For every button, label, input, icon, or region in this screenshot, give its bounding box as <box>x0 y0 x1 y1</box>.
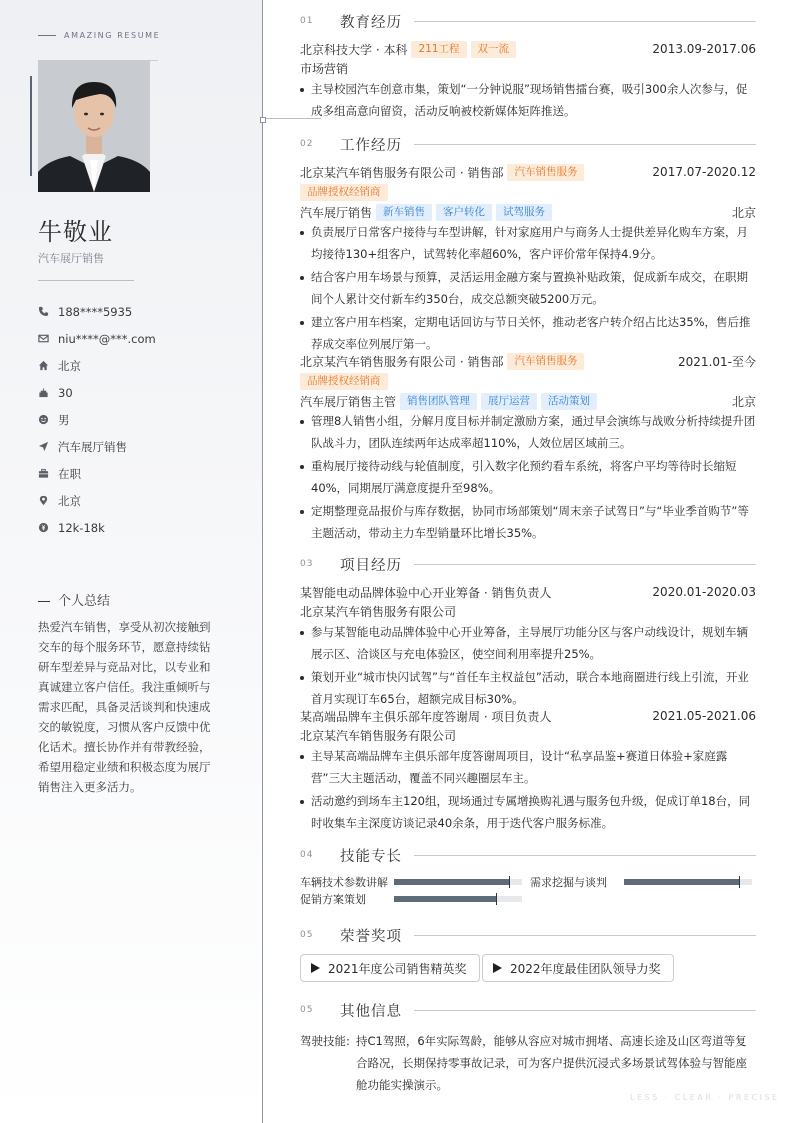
company-tag: 汽车销售服务 <box>507 164 584 181</box>
section-number: 05 <box>300 1005 314 1015</box>
skill-item <box>300 874 522 890</box>
award-badge <box>300 954 480 982</box>
info-salary-text: 12k-18k <box>58 520 105 535</box>
project-entry <box>300 582 756 712</box>
work-date: 2017.07-2020.12 <box>652 165 756 179</box>
skill-tag: 试驾服务 <box>496 204 552 221</box>
other-label: 驾驶技能: <box>300 1034 350 1048</box>
skill-bar-cap <box>739 876 740 888</box>
candidate-name: 牛敬业 <box>38 218 113 246</box>
section-title: 工作经历 <box>340 137 402 154</box>
skill-bar-fill <box>394 879 509 885</box>
school-tag: 双一流 <box>471 41 517 58</box>
footer-slogan: LESS · CLEAR · PRECISE <box>630 1093 780 1102</box>
section-number: 02 <box>300 139 314 149</box>
skill-bar-fill <box>624 879 739 885</box>
work-entry <box>300 162 756 357</box>
section-title: 技能专长 <box>340 848 402 865</box>
send-icon <box>38 441 49 452</box>
section-title: 教育经历 <box>340 14 402 31</box>
info-home-text: 北京 <box>58 358 81 373</box>
info-gender <box>38 406 248 433</box>
summary-text: 热爱汽车销售，享受从初次接触到交车的每个服务环节，愿意持续钻研车型差异与竞品对比，以专业和真诚建立客户信任。我注重倾听与需求匹配，具备灵活谈判和快速成交的敏锐度，习惯从客户反馈中优化话术。擅长协作并有带教经验，希望用稳定业绩和积极态度为展厅销售注入更多活力。 <box>38 620 211 794</box>
project-date: 2020.01-2020.03 <box>652 585 756 599</box>
location-pin-icon <box>38 495 49 506</box>
info-gender-text: 男 <box>58 412 70 427</box>
work-city: 北京 <box>731 205 756 220</box>
work-bullet: 结合客户用车场景与预算，灵活运用金融方案与置换补贴政策，促成新车成交，在职期间个人累计交付新车约350台，成交总额突破5200万元。 <box>300 267 756 310</box>
section-title: 项目经历 <box>340 557 402 574</box>
skill-bar <box>394 879 522 885</box>
section-rule <box>414 935 756 936</box>
info-status-text: 在职 <box>58 466 81 481</box>
section-rule <box>414 564 756 565</box>
school-name: 北京科技大学 · 本科 <box>300 42 408 57</box>
work-bullet: 建立客户用车档案，定期电话回访与节日关怀，推动老客户转介绍占比达35%，售后推荐成交率位列展厅第一。 <box>300 312 756 355</box>
info-home <box>38 352 248 379</box>
skill-tag: 销售团队管理 <box>400 393 477 410</box>
info-target-role-text: 汽车展厅销售 <box>58 439 127 454</box>
project-bullet: 主导某高端品牌车主俱乐部年度答谢周项目，设计“私享品鉴+赛道日体验+家庭露营”三大主题活动，覆盖不同兴趣圈层车主。 <box>300 746 756 789</box>
section-title: 荣誉奖项 <box>340 928 402 945</box>
work-company: 北京某汽车销售服务有限公司 · 销售部 <box>300 354 504 369</box>
briefcase-icon <box>38 468 49 479</box>
info-age-text: 30 <box>58 385 73 400</box>
section-work-header <box>300 134 756 154</box>
work-bullet: 负责展厅日常客户接待与车型讲解，针对家庭用户与商务人士提供差异化购车方案，月均接待130+组客户，试驾转化率超60%，客户评价常年保持4.9分。 <box>300 222 756 265</box>
work-city: 北京 <box>731 394 756 409</box>
skill-name: 车辆技术参数讲解 <box>300 876 388 889</box>
skill-tag: 展厅运营 <box>481 393 537 410</box>
skill-item <box>300 891 522 907</box>
role-divider <box>38 280 134 281</box>
work-position: 汽车展厅销售 <box>300 205 373 220</box>
section-title: 其他信息 <box>340 1003 402 1020</box>
info-salary <box>38 514 248 541</box>
project-bullet: 策划开业“城市快闪试驾”与“首任车主权益包”活动，联合本地商圈进行线上引流，开业首月实现订车65台，超额完成目标30%。 <box>300 667 756 710</box>
cake-icon <box>38 387 49 398</box>
info-age <box>38 379 248 406</box>
section-other-header <box>300 1000 756 1020</box>
project-org: 北京某汽车销售服务有限公司 <box>300 729 457 743</box>
skill-name: 促销方案策划 <box>300 893 366 906</box>
education-entry <box>300 39 756 124</box>
project-bullet: 参与某智能电动品牌体验中心开业筹备，主导展厅功能分区与客户动线设计，规划车辆展示区、洽谈区与充电体验区，使空间利用率提升25%。 <box>300 622 756 665</box>
skill-bar <box>624 879 752 885</box>
company-tag: 品牌授权经销商 <box>300 184 388 201</box>
skill-tag: 客户转化 <box>436 204 492 221</box>
section-number: 04 <box>300 850 314 860</box>
company-tag: 品牌授权经销商 <box>300 373 388 390</box>
project-bullet: 活动邀约到场车主120组，现场通过专属增换购礼遇与服务包升级，促成订单18台，同时收集车主深度访谈记录40余条，用于迭代客户服务标准。 <box>300 791 756 834</box>
skill-bar-cap <box>509 876 510 888</box>
skill-tag: 活动策划 <box>541 393 597 410</box>
section-rule <box>414 21 756 22</box>
work-bullet: 重构展厅接待动线与轮值制度，引入数字化预约看车系统，将客户平均等待时长缩短40%，同期展厅满意度提升至98%。 <box>300 456 756 499</box>
section-number: 01 <box>300 16 314 26</box>
candidate-role: 汽车展厅销售 <box>38 252 104 265</box>
play-triangle-icon <box>311 963 320 973</box>
award-text: 2022年度最佳团队领导力奖 <box>510 961 661 976</box>
section-education-header <box>300 11 756 31</box>
info-status <box>38 460 248 487</box>
info-location-text: 北京 <box>58 493 81 508</box>
sidebar <box>0 0 263 1123</box>
avatar <box>38 60 150 192</box>
work-bullet: 管理8人销售小组，分解月度目标并制定激励方案，通过早会演练与战败分析持续提升团队战斗力，团队连续两年达成率超110%，人效位居区域前三。 <box>300 411 756 454</box>
award-badge <box>482 954 674 982</box>
school-tag: 211工程 <box>411 41 466 58</box>
project-org: 北京某汽车销售服务有限公司 <box>300 605 457 619</box>
skill-bar-cap <box>496 893 497 905</box>
project-date: 2021.05-2021.06 <box>652 709 756 723</box>
skill-item <box>530 874 752 890</box>
work-bullet: 定期整理竞品报价与库存数据，协同市场部策划“周末亲子试驾日”与“毕业季首购节”等主题活动，带动主力车型销量环比增长35%。 <box>300 501 756 544</box>
education-major: 市场营销 <box>300 62 349 76</box>
section-rule <box>414 855 756 856</box>
work-position: 汽车展厅销售主管 <box>300 394 397 409</box>
info-email <box>38 325 248 352</box>
skill-bar <box>394 896 522 902</box>
section-rule <box>414 1010 756 1011</box>
project-entry <box>300 706 756 836</box>
education-date: 2013.09-2017.06 <box>652 42 756 56</box>
info-phone <box>38 298 248 325</box>
skill-tag: 新车销售 <box>376 204 432 221</box>
other-info <box>300 1030 756 1096</box>
mail-icon <box>38 333 49 344</box>
info-target-role <box>38 433 248 460</box>
work-date: 2021.01-至今 <box>678 354 756 369</box>
play-triangle-icon <box>493 963 502 973</box>
contact-info-list <box>38 298 248 541</box>
section-project-header <box>300 554 756 574</box>
salary-icon <box>38 522 49 533</box>
photo-accent-line <box>30 76 32 176</box>
section-rule <box>414 144 756 145</box>
project-title: 某高端品牌车主俱乐部年度答谢周 · 项目负责人 <box>300 709 552 724</box>
brand-label: AMAZING RESUME <box>38 31 160 40</box>
work-company: 北京某汽车销售服务有限公司 · 销售部 <box>300 165 504 180</box>
section-skills-header <box>300 845 756 865</box>
work-entry <box>300 351 756 546</box>
info-phone-text: 188****5935 <box>58 304 133 319</box>
other-text: 持C1驾照，6年实际驾龄，能够从容应对城市拥堵、高速长途及山区弯道等复合路况，长期保持零事故记录，可为客户提供沉浸式多场景试驾体验与智能座舱功能实操演示。 <box>356 1034 747 1092</box>
home-icon <box>38 360 49 371</box>
info-location <box>38 487 248 514</box>
education-bullet: 主导校园汽车创意市集，策划“一分钟说服”现场销售擂台赛，吸引300余人次参与，促成多组高意向留资，活动反响被校新媒体矩阵推送。 <box>300 79 756 122</box>
divider-dot <box>260 117 266 123</box>
section-awards-header <box>300 925 756 945</box>
skill-name: 需求挖掘与谈判 <box>530 876 607 889</box>
skill-bar-fill <box>394 896 496 902</box>
award-text: 2021年度公司销售精英奖 <box>328 961 467 976</box>
phone-icon <box>38 306 49 317</box>
company-tag: 汽车销售服务 <box>507 353 584 370</box>
project-title: 某智能电动品牌体验中心开业筹备 · 销售负责人 <box>300 585 552 600</box>
avatar-portrait-icon <box>38 60 150 192</box>
section-number: 03 <box>300 559 314 569</box>
smile-icon <box>38 414 49 425</box>
info-email-text: niu****@***.com <box>58 331 156 346</box>
summary-title: 个人总结 <box>38 590 110 609</box>
section-number: 05 <box>300 930 314 940</box>
